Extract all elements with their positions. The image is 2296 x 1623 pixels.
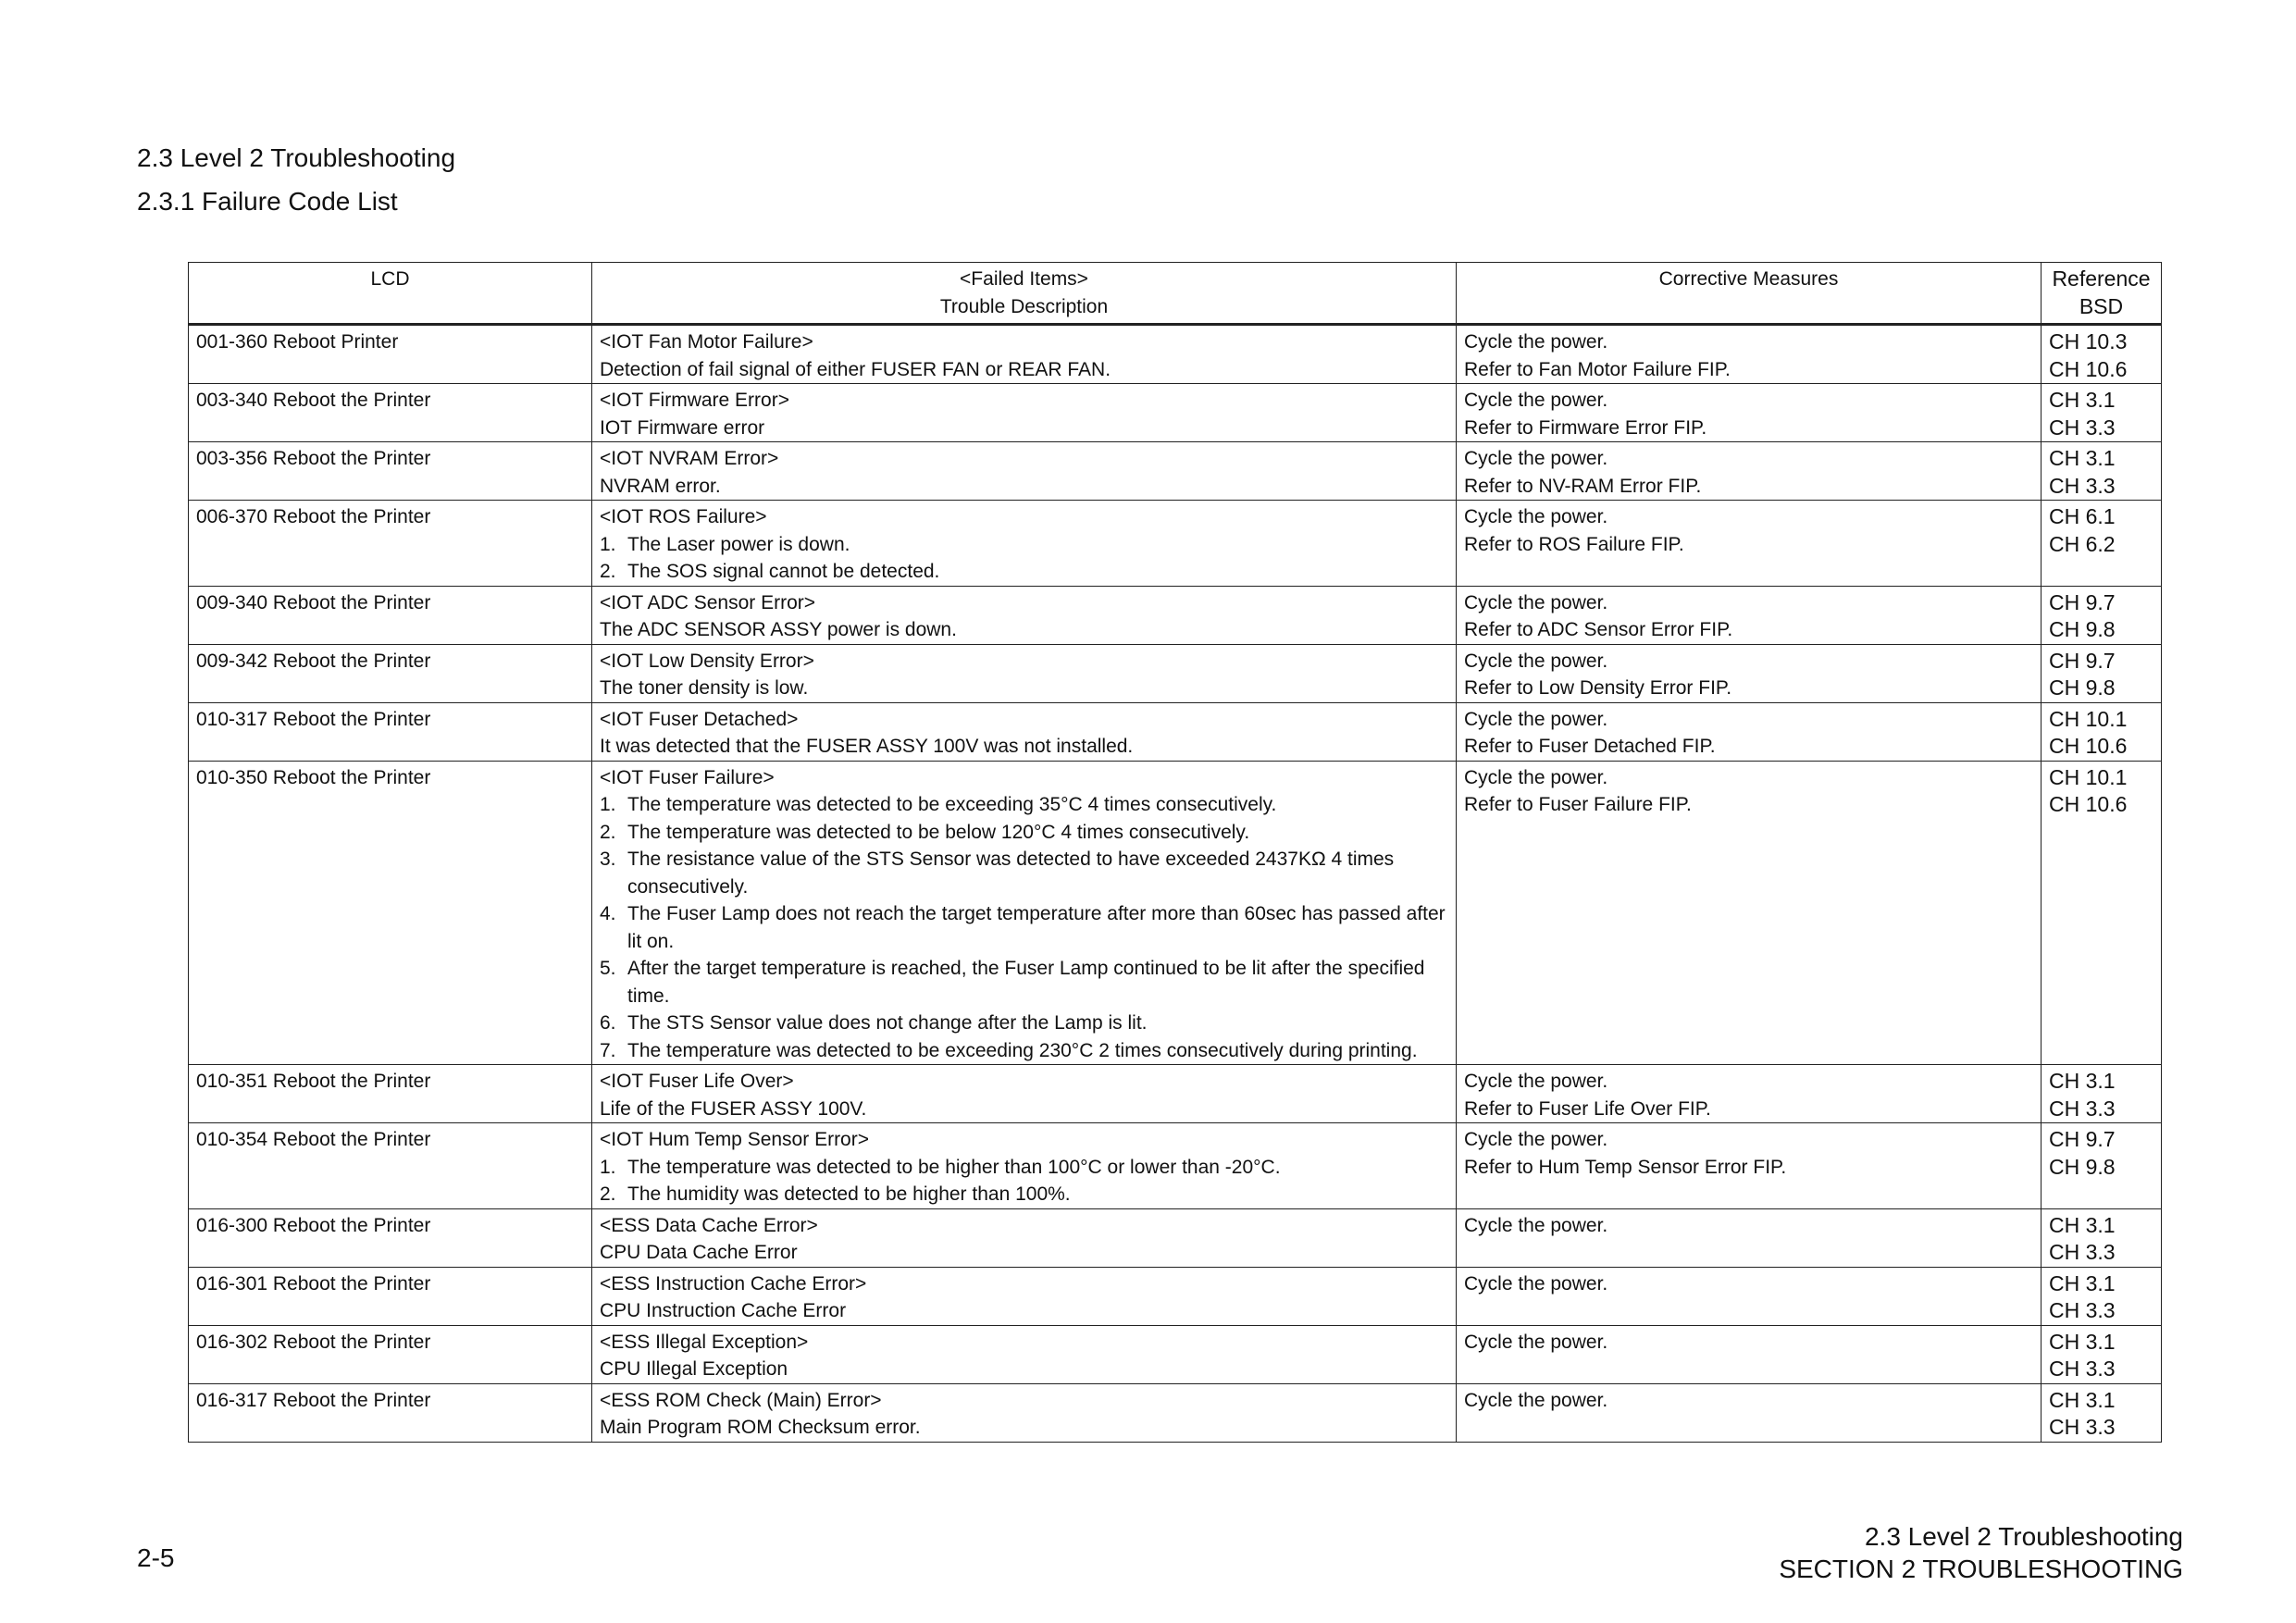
failed-item-cell <box>592 1208 1457 1267</box>
trouble-description-line: 2. The temperature was detected to be below 120°C 4 times consecutively. <box>600 821 1250 843</box>
corrective-measure-line: Refer to ROS Failure FIP. <box>1464 533 1684 555</box>
subsection-title: 2.3.1 Failure Code List <box>137 187 398 216</box>
trouble-description-line: 5. After the target temperature is reached, the Fuser Lamp continued to be lit after the specified time. <box>600 958 1425 1007</box>
table-row <box>189 586 2162 644</box>
failed-item-cell <box>592 702 1457 761</box>
lcd-cell: 010-351 Reboot the Printer <box>189 1065 592 1123</box>
failed-item-name: <IOT ROS Failure> <box>600 506 767 527</box>
reference-cell <box>2042 325 2162 384</box>
failed-item-cell <box>592 1383 1457 1442</box>
reference-cell <box>2042 1065 2162 1123</box>
page-number: 2-5 <box>137 1543 175 1572</box>
trouble-description-line: 7. The temperature was detected to be exceeding 230°C 2 times consecutively during printing. <box>600 1039 1418 1061</box>
corrective-measures-cell <box>1457 1065 2042 1123</box>
failed-item-name: <IOT Fan Motor Failure> <box>600 331 813 353</box>
failure-code-table <box>188 262 2162 1443</box>
table-body <box>189 325 2162 1443</box>
table-row <box>189 1383 2162 1442</box>
lcd-cell: 009-340 Reboot the Printer <box>189 586 592 644</box>
corrective-measure-line: Cycle the power. <box>1464 448 1608 469</box>
reference-line: CH 10.3 <box>2049 329 2128 353</box>
reference-line: CH 6.1 <box>2049 504 2116 528</box>
failed-item-name: <IOT Low Density Error> <box>600 650 814 672</box>
section-title: 2.3 Level 2 Troubleshooting <box>137 143 456 172</box>
corrective-measures-cell <box>1457 442 2042 501</box>
failed-item-cell <box>592 325 1457 384</box>
corrective-measure-line: Refer to Hum Temp Sensor Error FIP. <box>1464 1156 1787 1178</box>
corrective-measure-line: Refer to Fuser Life Over FIP. <box>1464 1097 1711 1120</box>
reference-line: CH 10.6 <box>2049 356 2128 381</box>
corrective-measures-cell <box>1457 761 2042 1065</box>
failed-item-name: <ESS ROM Check (Main) Error> <box>600 1389 882 1411</box>
corrective-measures-cell <box>1457 702 2042 761</box>
trouble-description-line: Main Program ROM Checksum error. <box>600 1417 921 1438</box>
table-row <box>189 1325 2162 1383</box>
failed-item-name: <IOT Firmware Error> <box>600 390 789 411</box>
reference-line: CH 10.1 <box>2049 764 2128 789</box>
failed-item-name: <IOT Fuser Failure> <box>600 766 775 788</box>
lcd-cell: 016-301 Reboot the Printer <box>189 1267 592 1325</box>
corrective-measures-cell <box>1457 1325 2042 1383</box>
reference-line: CH 10.6 <box>2049 734 2128 758</box>
lcd-cell: 016-302 Reboot the Printer <box>189 1325 592 1383</box>
reference-cell <box>2042 702 2162 761</box>
table-row <box>189 1267 2162 1325</box>
reference-line: CH 9.8 <box>2049 1154 2116 1179</box>
header-trouble-description-label: Trouble Description <box>939 295 1109 317</box>
table-row <box>189 325 2162 384</box>
reference-line: CH 3.1 <box>2049 1329 2116 1354</box>
table-row <box>189 501 2162 587</box>
reference-cell <box>2042 442 2162 501</box>
reference-line: CH 3.3 <box>2049 1298 2116 1322</box>
corrective-measure-line: Cycle the power. <box>1464 591 1608 613</box>
corrective-measure-line: Cycle the power. <box>1464 331 1608 353</box>
footer-section-line-2: SECTION 2 TROUBLESHOOTING <box>1779 1555 2183 1583</box>
trouble-description-line: 1. The Laser power is down. <box>600 533 850 555</box>
corrective-measure-line: Refer to Fuser Failure FIP. <box>1464 794 1692 815</box>
lcd-cell: 010-354 Reboot the Printer <box>189 1123 592 1209</box>
trouble-description-line: The ADC SENSOR ASSY power is down. <box>600 619 957 640</box>
reference-line: CH 9.8 <box>2049 617 2116 641</box>
failed-item-cell <box>592 442 1457 501</box>
corrective-measure-line: Refer to NV-RAM Error FIP. <box>1464 475 1702 497</box>
corrective-measure-line: Cycle the power. <box>1464 1331 1608 1353</box>
reference-cell <box>2042 1208 2162 1267</box>
reference-line: CH 3.1 <box>2049 1270 2116 1295</box>
header-corrective-measures: Corrective Measures <box>1457 263 2042 325</box>
header-reference: Reference BSD <box>2042 263 2162 325</box>
table-row <box>189 644 2162 702</box>
lcd-cell: 003-356 Reboot the Printer <box>189 442 592 501</box>
trouble-description-line: 2. The SOS signal cannot be detected. <box>600 561 940 582</box>
reference-cell <box>2042 586 2162 644</box>
trouble-description-line: CPU Instruction Cache Error <box>600 1300 847 1321</box>
reference-cell <box>2042 1325 2162 1383</box>
trouble-description-line: 2. The humidity was detected to be higher than 100%. <box>600 1183 1071 1205</box>
reference-line: CH 3.1 <box>2049 1069 2116 1093</box>
lcd-cell: 006-370 Reboot the Printer <box>189 501 592 587</box>
corrective-measure-line: Cycle the power. <box>1464 506 1608 527</box>
trouble-description-line: NVRAM error. <box>600 475 721 497</box>
corrective-measure-line: Cycle the power. <box>1464 1129 1608 1150</box>
corrective-measures-cell <box>1457 1123 2042 1209</box>
corrective-measure-line: Refer to Low Density Error FIP. <box>1464 677 1732 699</box>
corrective-measures-cell <box>1457 586 2042 644</box>
reference-line: CH 3.3 <box>2049 1240 2116 1264</box>
reference-line: CH 3.3 <box>2049 1357 2116 1381</box>
reference-line: CH 3.3 <box>2049 1415 2116 1439</box>
failed-item-name: <ESS Illegal Exception> <box>600 1331 809 1353</box>
table-row <box>189 702 2162 761</box>
reference-line: CH 3.3 <box>2049 473 2116 498</box>
header-lcd: LCD <box>189 263 592 325</box>
reference-cell <box>2042 1267 2162 1325</box>
corrective-measure-line: Refer to Fan Motor Failure FIP. <box>1464 358 1731 380</box>
trouble-description-line: 4. The Fuser Lamp does not reach the target temperature after more than 60sec has passed after lit on. <box>600 903 1446 952</box>
corrective-measure-line: Cycle the power. <box>1464 1214 1608 1236</box>
failed-item-name: <IOT ADC Sensor Error> <box>600 591 816 613</box>
trouble-description-line: 1. The temperature was detected to be higher than 100°C or lower than -20°C. <box>600 1156 1281 1178</box>
failed-item-name: <IOT Fuser Life Over> <box>600 1071 794 1092</box>
reference-line: CH 9.7 <box>2049 648 2116 673</box>
failed-item-cell <box>592 1065 1457 1123</box>
failed-item-name: <IOT Hum Temp Sensor Error> <box>600 1129 869 1150</box>
failed-item-cell <box>592 501 1457 587</box>
reference-cell <box>2042 1123 2162 1209</box>
trouble-description-line: CPU Illegal Exception <box>600 1358 788 1380</box>
reference-line: CH 9.7 <box>2049 1127 2116 1151</box>
corrective-measures-cell <box>1457 1383 2042 1442</box>
table-row <box>189 1208 2162 1267</box>
corrective-measure-line: Cycle the power. <box>1464 650 1608 672</box>
corrective-measure-line: Cycle the power. <box>1464 1071 1608 1092</box>
table-row <box>189 442 2162 501</box>
table-header <box>189 263 2162 325</box>
failed-item-cell <box>592 586 1457 644</box>
failed-item-cell <box>592 644 1457 702</box>
table-row <box>189 1123 2162 1209</box>
corrective-measure-line: Refer to Fuser Detached FIP. <box>1464 736 1716 757</box>
failed-item-cell <box>592 1325 1457 1383</box>
reference-cell <box>2042 384 2162 442</box>
reference-cell <box>2042 761 2162 1065</box>
trouble-description-line: Detection of fail signal of either FUSER FAN or REAR FAN. <box>600 358 1111 380</box>
table-row <box>189 384 2162 442</box>
reference-line: CH 3.1 <box>2049 1212 2116 1237</box>
header-failed-items-label: <Failed Items> <box>960 268 1088 290</box>
corrective-measure-line: Cycle the power. <box>1464 708 1608 730</box>
header-row <box>189 263 2162 325</box>
reference-cell <box>2042 501 2162 587</box>
corrective-measure-line: Refer to Firmware Error FIP. <box>1464 416 1707 439</box>
trouble-description-line: The toner density is low. <box>600 677 809 699</box>
reference-line: CH 3.3 <box>2049 1096 2116 1121</box>
corrective-measures-cell <box>1457 1208 2042 1267</box>
corrective-measures-cell <box>1457 384 2042 442</box>
failed-item-cell <box>592 1267 1457 1325</box>
failed-item-name: <IOT Fuser Detached> <box>600 708 799 730</box>
corrective-measure-line: Cycle the power. <box>1464 1272 1608 1295</box>
corrective-measure-line: Refer to ADC Sensor Error FIP. <box>1464 619 1733 640</box>
trouble-description-line: 6. The STS Sensor value does not change after the Lamp is lit. <box>600 1012 1148 1034</box>
failed-item-cell <box>592 761 1457 1065</box>
reference-line: CH 6.2 <box>2049 531 2116 556</box>
lcd-cell: 016-300 Reboot the Printer <box>189 1208 592 1267</box>
reference-line: CH 10.1 <box>2049 706 2128 731</box>
lcd-cell: 010-317 Reboot the Printer <box>189 702 592 761</box>
reference-line: CH 10.6 <box>2049 792 2128 816</box>
failed-item-cell <box>592 1123 1457 1209</box>
trouble-description-line: IOT Firmware error <box>600 416 765 439</box>
trouble-description-line: 3. The resistance value of the STS Sensor was detected to have exceeded 2437KΩ 4 times consecutively. <box>600 849 1395 898</box>
corrective-measures-cell <box>1457 325 2042 384</box>
corrective-measures-cell <box>1457 1267 2042 1325</box>
lcd-cell: 009-342 Reboot the Printer <box>189 644 592 702</box>
reference-line: CH 3.3 <box>2049 415 2116 440</box>
footer-section-line-1: 2.3 Level 2 Troubleshooting <box>1864 1522 2183 1551</box>
trouble-description-line: 1. The temperature was detected to be exceeding 35°C 4 times consecutively. <box>600 794 1277 815</box>
failed-item-name: <ESS Instruction Cache Error> <box>600 1272 867 1295</box>
reference-cell <box>2042 1383 2162 1442</box>
corrective-measures-cell <box>1457 644 2042 702</box>
failed-item-cell <box>592 384 1457 442</box>
reference-line: CH 3.1 <box>2049 1387 2116 1412</box>
trouble-description-line: Life of the FUSER ASSY 100V. <box>600 1097 867 1120</box>
corrective-measure-line: Cycle the power. <box>1464 390 1608 411</box>
reference-line: CH 9.7 <box>2049 589 2116 614</box>
lcd-cell: 003-340 Reboot the Printer <box>189 384 592 442</box>
table-row <box>189 761 2162 1065</box>
reference-line: CH 3.1 <box>2049 388 2116 412</box>
failed-item-name: <ESS Data Cache Error> <box>600 1214 818 1236</box>
failed-item-name: <IOT NVRAM Error> <box>600 448 779 469</box>
header-failed-items <box>592 263 1457 325</box>
lcd-cell: 016-317 Reboot the Printer <box>189 1383 592 1442</box>
lcd-cell: 001-360 Reboot Printer <box>189 325 592 384</box>
corrective-measure-line: Cycle the power. <box>1464 766 1608 788</box>
table-row <box>189 1065 2162 1123</box>
trouble-description-line: CPU Data Cache Error <box>600 1242 798 1263</box>
reference-cell <box>2042 644 2162 702</box>
trouble-description-line: It was detected that the FUSER ASSY 100V was not installed. <box>600 736 1134 757</box>
corrective-measures-cell <box>1457 501 2042 587</box>
lcd-cell: 010-350 Reboot the Printer <box>189 761 592 1065</box>
reference-line: CH 3.1 <box>2049 446 2116 470</box>
reference-line: CH 9.8 <box>2049 675 2116 700</box>
corrective-measure-line: Cycle the power. <box>1464 1389 1608 1411</box>
